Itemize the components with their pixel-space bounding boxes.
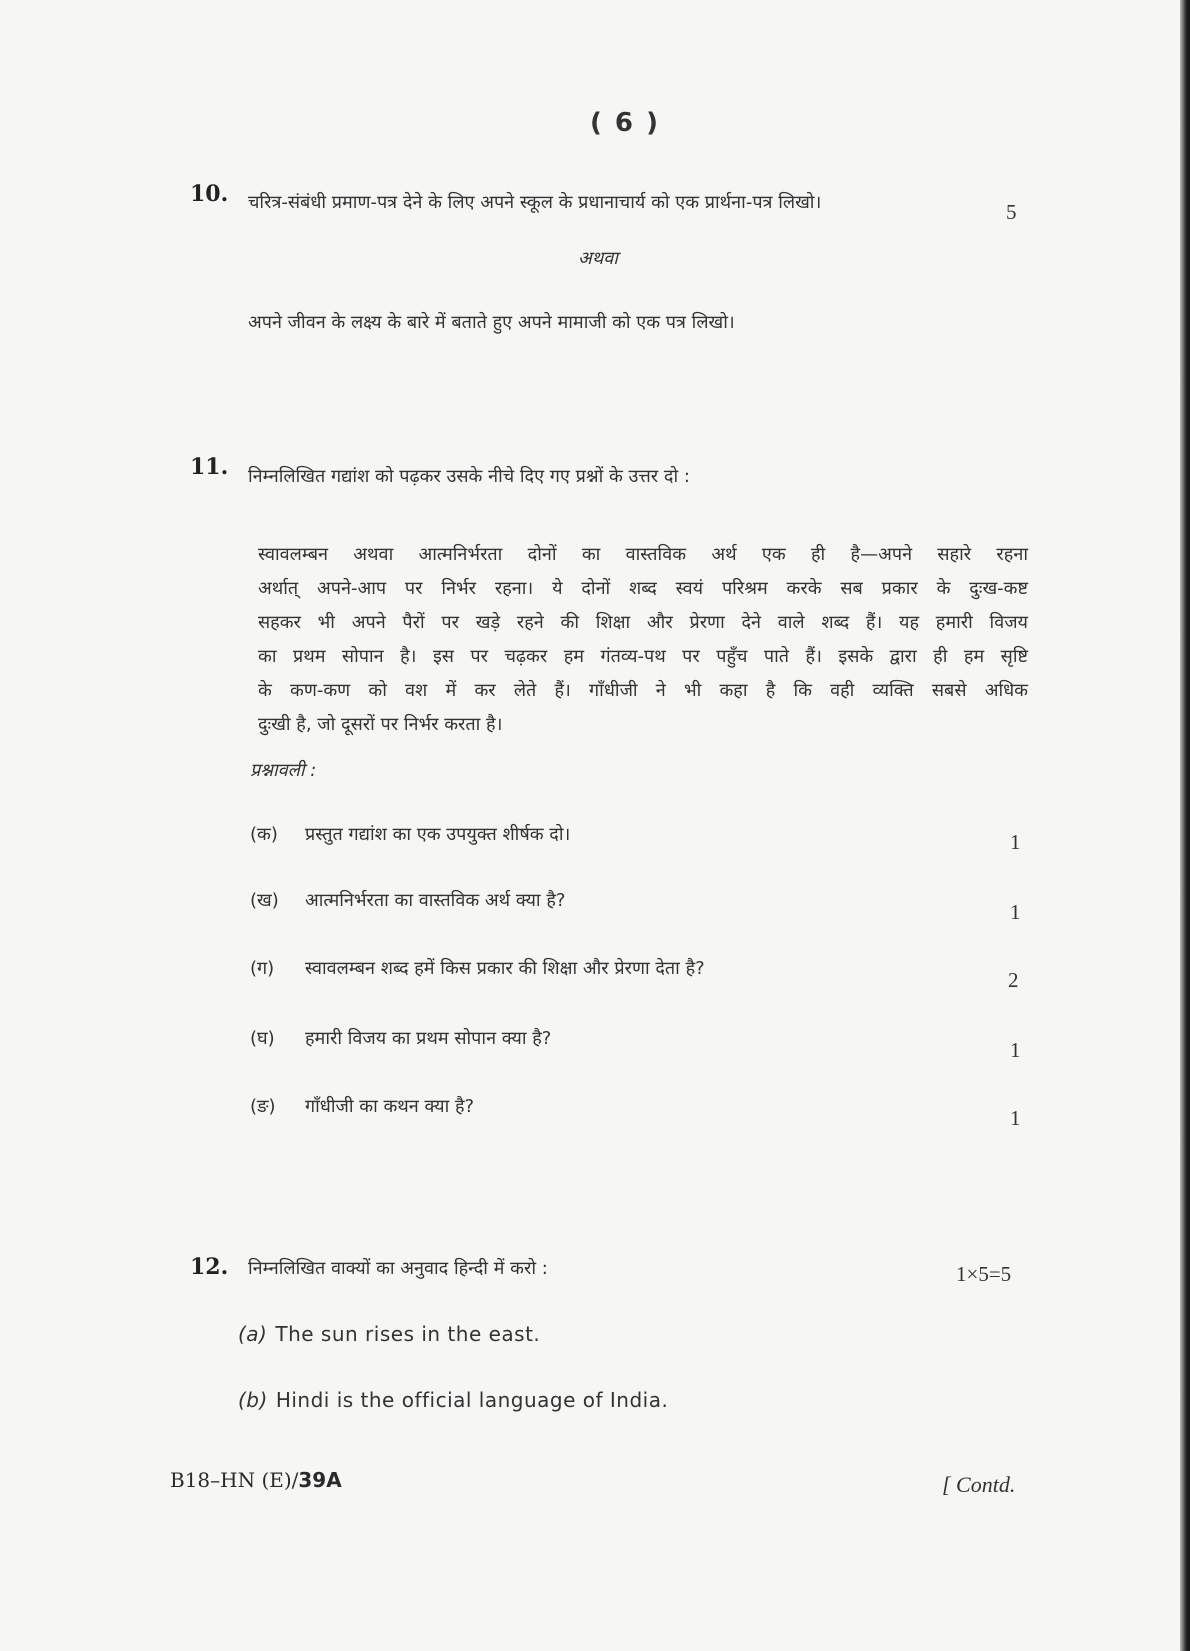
question-12-text: निम्नलिखित वाक्यों का अनुवाद हिन्दी में करो : xyxy=(248,1258,548,1279)
subquestion-text-ga: स्वावलम्बन शब्द हमें किस प्रकार की शिक्षा और प्रेरणा देता है? xyxy=(305,958,705,979)
subquestion-marks-ka: 1 xyxy=(1010,830,1021,854)
question-12-marks: 1×5=5 xyxy=(956,1262,1012,1286)
passage-line: अर्थात् अपने-आप पर निर्भर रहना। ये दोनों शब्द स्वयं परिश्रम करके सब प्रकार के दुःख-कष्ट xyxy=(258,578,1028,599)
translation-item-a xyxy=(238,1322,540,1346)
subquestion-marks-kha: 1 xyxy=(1010,900,1021,924)
question-10-text: चरित्र-संबंधी प्रमाण-पत्र देने के लिए अपने स्कूल के प्रधानाचार्य को एक प्रार्थना-पत्र लिखो। xyxy=(248,192,822,213)
question-10-alternative: अपने जीवन के लक्ष्य के बारे में बताते हुए अपने मामाजी को एक पत्र लिखो। xyxy=(248,312,735,333)
question-11-text: निम्नलिखित गद्यांश को पढ़कर उसके नीचे दिए गए प्रश्नों के उत्तर दो : xyxy=(248,466,690,487)
subquestion-text-gha: हमारी विजय का प्रथम सोपान क्या है? xyxy=(305,1028,552,1049)
page-edge-shadow xyxy=(1180,0,1190,1651)
question-11-number: 11. xyxy=(190,454,229,480)
translation-item-b-label: (b) xyxy=(238,1388,268,1412)
subquestion-label-nga: (ङ) xyxy=(250,1096,276,1117)
subquestion-label-gha: (घ) xyxy=(250,1028,275,1049)
passage-line: के कण-कण को वश में कर लेते हैं। गाँधीजी ने भी कहा है कि वही व्यक्ति सबसे अधिक xyxy=(258,680,1028,701)
subquestion-label-ga: (ग) xyxy=(250,958,275,979)
or-label: अथवा xyxy=(578,248,618,269)
question-10-number: 10. xyxy=(190,181,229,207)
paper-code xyxy=(170,1468,342,1492)
subquestion-text-nga: गाँधीजी का कथन क्या है? xyxy=(305,1096,475,1117)
paper-code-bold: 39A xyxy=(298,1468,342,1492)
subquestion-label-ka: (क) xyxy=(250,824,278,845)
continued-label xyxy=(942,1472,1015,1498)
passage-line: दुःखी है, जो दूसरों पर निर्भर करता है। xyxy=(258,714,503,735)
subquestion-marks-nga: 1 xyxy=(1010,1106,1021,1130)
passage-line: स्वावलम्बन अथवा आत्मनिर्भरता दोनों का वास्तविक अर्थ एक ही है—अपने सहारे रहना xyxy=(258,544,1028,565)
comprehension-passage xyxy=(258,538,1028,742)
translation-item-b-text: Hindi is the official language of India. xyxy=(275,1388,669,1412)
questions-label: प्रश्नावली : xyxy=(250,760,317,781)
question-12-number: 12. xyxy=(190,1254,229,1280)
subquestion-text-kha: आत्मनिर्भरता का वास्तविक अर्थ क्या है? xyxy=(305,890,566,911)
passage-line: सहकर भी अपने पैरों पर खड़े रहने की शिक्षा और प्रेरणा देने वाले शब्द हैं। यह हमारी विजय xyxy=(258,612,1028,633)
subquestion-text-ka: प्रस्तुत गद्यांश का एक उपयुक्त शीर्षक दो। xyxy=(305,824,571,845)
question-10-marks: 5 xyxy=(1006,200,1017,224)
translation-item-a-text: The sun rises in the east. xyxy=(275,1322,541,1346)
subquestion-marks-gha: 1 xyxy=(1010,1038,1021,1062)
subquestion-label-kha: (ख) xyxy=(250,890,279,911)
subquestion-marks-ga: 2 xyxy=(1008,968,1019,992)
continued-text: [ Contd. xyxy=(942,1472,1016,1497)
passage-line: का प्रथम सोपान है। इस पर चढ़कर हम गंतव्य-पथ पर पहुँच पाते हैं। इसके द्वारा ही हम सृष्टि xyxy=(258,646,1028,667)
page-number: ( 6 ) xyxy=(590,108,660,138)
translation-item-a-label: (a) xyxy=(238,1322,268,1346)
paper-code-prefix: B18–HN (E)/ xyxy=(170,1468,299,1492)
translation-item-b xyxy=(238,1388,668,1412)
